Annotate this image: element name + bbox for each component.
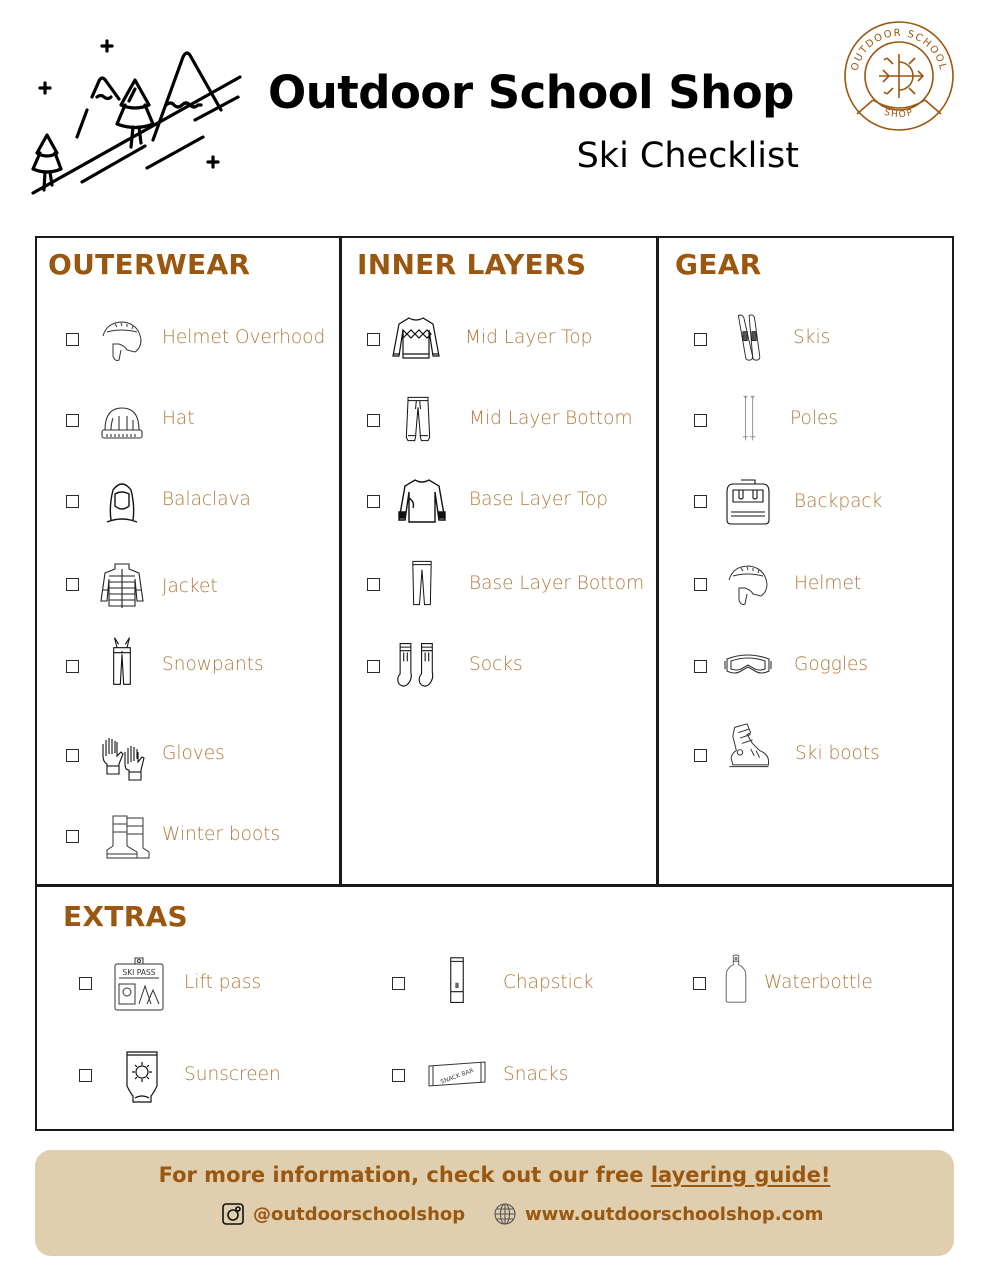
checkbox[interactable] xyxy=(367,333,380,346)
item-label: Goggles xyxy=(794,654,869,675)
sweater-icon xyxy=(391,314,441,364)
item-label: Chapstick xyxy=(503,972,594,993)
snack-bar-icon xyxy=(427,1054,487,1094)
item-label: Base Layer Top xyxy=(469,489,609,510)
mountains-trees-slope-icon xyxy=(25,25,245,200)
globe-icon xyxy=(493,1202,517,1226)
checkbox[interactable] xyxy=(392,977,405,990)
section-title-extras: EXTRAS xyxy=(63,900,189,933)
item-label: Balaclava xyxy=(162,489,251,510)
checkbox[interactable] xyxy=(694,414,707,427)
page-title: Outdoor School Shop xyxy=(268,66,794,119)
section-title-inner-layers: INNER LAYERS xyxy=(357,248,587,281)
ski-boots-icon xyxy=(723,722,773,772)
item-label: Socks xyxy=(469,654,523,675)
backpack-icon xyxy=(723,476,773,526)
footer-text-prefix: For more information, check out our free xyxy=(158,1163,651,1187)
base-top-icon xyxy=(397,476,447,526)
item-label: Backpack xyxy=(794,491,883,512)
snowpants-icon xyxy=(97,636,147,686)
column-divider xyxy=(656,238,659,886)
item-label: Skis xyxy=(793,327,831,348)
checkbox[interactable] xyxy=(694,495,707,508)
item-label: Jacket xyxy=(162,576,218,597)
footer-info-text xyxy=(35,1163,954,1187)
balaclava-icon xyxy=(97,476,147,526)
svg-text:OUTDOOR SCHOOL: OUTDOOR SCHOOL xyxy=(849,27,949,72)
checkbox[interactable] xyxy=(694,578,707,591)
checkbox[interactable] xyxy=(694,660,707,673)
item-label: Mid Layer Bottom xyxy=(469,408,633,429)
item-label: Mid Layer Top xyxy=(465,327,593,348)
gloves-icon xyxy=(97,732,147,782)
checklist-grid xyxy=(35,236,954,1131)
item-label: Helmet xyxy=(794,573,862,594)
puffer-jacket-icon xyxy=(97,560,147,610)
checkbox[interactable] xyxy=(392,1069,405,1082)
chapstick-icon xyxy=(432,956,482,1006)
joggers-icon xyxy=(393,394,443,444)
checkbox[interactable] xyxy=(367,660,380,673)
layering-guide-link[interactable]: layering guide! xyxy=(650,1163,831,1187)
item-label: Snowpants xyxy=(162,654,264,675)
checkbox[interactable] xyxy=(367,495,380,508)
socks-icon xyxy=(393,640,443,690)
item-label: Ski boots xyxy=(795,743,880,764)
checkbox[interactable] xyxy=(694,749,707,762)
item-label: Winter boots xyxy=(162,824,281,845)
goggles-icon xyxy=(723,641,773,691)
checkbox[interactable] xyxy=(79,1069,92,1082)
svg-text:SHOP: SHOP xyxy=(882,107,916,121)
website-contact[interactable] xyxy=(493,1202,823,1226)
checkbox[interactable] xyxy=(66,495,79,508)
footer-banner xyxy=(35,1150,954,1256)
helmet-icon xyxy=(97,314,147,364)
leggings-icon xyxy=(397,558,447,608)
item-label: Hat xyxy=(162,408,195,429)
item-label: Helmet Overhood xyxy=(162,327,326,348)
checkbox[interactable] xyxy=(79,977,92,990)
item-label: Sunscreen xyxy=(184,1064,281,1085)
checkbox[interactable] xyxy=(367,414,380,427)
checkbox[interactable] xyxy=(66,830,79,843)
instagram-contact[interactable] xyxy=(221,1202,465,1226)
checkbox[interactable] xyxy=(66,578,79,591)
sunscreen-icon xyxy=(117,1050,167,1106)
item-label: Lift pass xyxy=(184,972,262,993)
outdoor-school-shop-badge-logo xyxy=(843,20,955,132)
item-label: Snacks xyxy=(503,1064,569,1085)
ski-pass-text: SKI PASS xyxy=(122,968,156,977)
winter-boots-icon xyxy=(103,812,153,862)
instagram-handle[interactable]: @outdoorschoolshop xyxy=(253,1203,466,1225)
svg-text:SNACK BAR: SNACK BAR xyxy=(439,1067,475,1086)
checkbox[interactable] xyxy=(66,660,79,673)
item-label: Base Layer Bottom xyxy=(469,573,645,594)
checkbox[interactable] xyxy=(367,578,380,591)
column-divider xyxy=(339,238,342,886)
checkbox[interactable] xyxy=(66,749,79,762)
item-label: Poles xyxy=(790,408,838,429)
beanie-icon xyxy=(97,396,147,446)
checkbox[interactable] xyxy=(694,333,707,346)
ski-pass-icon xyxy=(111,956,167,1012)
row-divider xyxy=(37,884,952,887)
section-title-outerwear: OUTERWEAR xyxy=(48,248,251,281)
checkbox[interactable] xyxy=(66,414,79,427)
website-url[interactable]: www.outdoorschoolshop.com xyxy=(525,1203,824,1225)
page-subtitle: Ski Checklist xyxy=(576,136,799,176)
ski-poles-icon xyxy=(725,394,775,444)
skis-icon xyxy=(725,312,775,362)
helmet-icon xyxy=(723,558,773,608)
section-title-gear: GEAR xyxy=(675,248,762,281)
instagram-icon xyxy=(221,1202,245,1226)
item-label: Waterbottle xyxy=(764,972,873,993)
checkbox[interactable] xyxy=(693,977,706,990)
item-label: Gloves xyxy=(162,743,225,764)
water-bottle-icon xyxy=(711,954,761,1004)
checkbox[interactable] xyxy=(66,333,79,346)
